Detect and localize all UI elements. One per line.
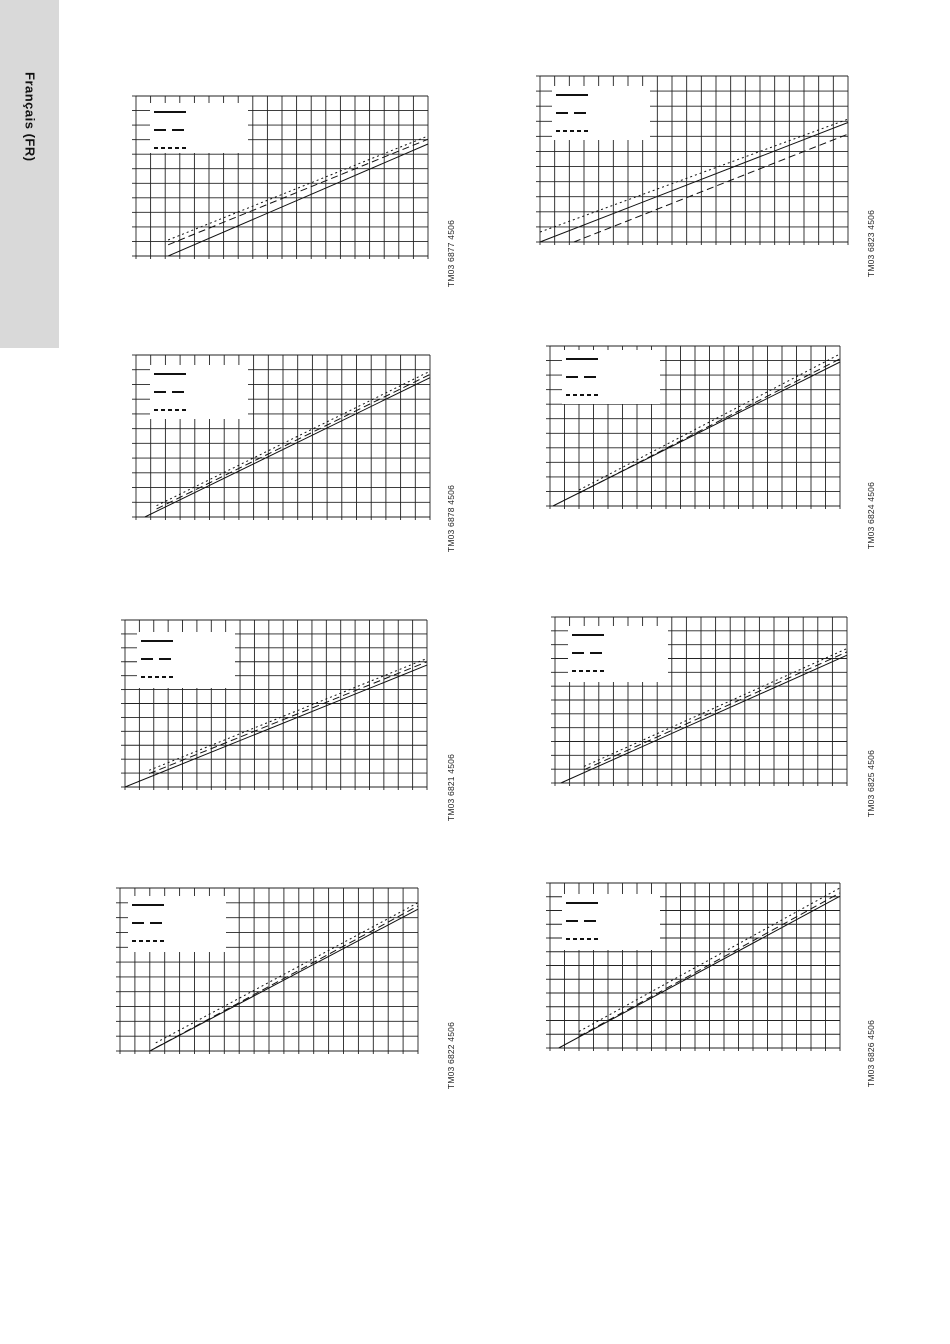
chart-4 — [544, 340, 846, 512]
chart-6 — [549, 611, 853, 789]
series-line-dashed — [574, 134, 848, 242]
chart-legend — [568, 626, 668, 682]
figure-reference-code: TM03 6878 4506 — [446, 485, 456, 553]
series-line-dashed — [168, 139, 428, 245]
side-tab — [0, 0, 59, 348]
figure-reference-code: TM03 6877 4506 — [446, 220, 456, 288]
chart-5 — [119, 614, 433, 793]
chart-3 — [130, 349, 436, 523]
figure-reference-code: TM03 6824 4506 — [866, 482, 876, 550]
chart-2 — [534, 70, 854, 248]
figure-reference-code: TM03 6825 4506 — [866, 750, 876, 818]
chart-legend — [150, 103, 248, 153]
chart-1 — [130, 90, 434, 262]
series-line-solid — [540, 122, 848, 242]
chart-legend — [150, 365, 248, 419]
figure-reference-code: TM03 6826 4506 — [866, 1020, 876, 1088]
chart-legend — [552, 86, 650, 140]
chart-legend — [137, 632, 235, 688]
figure-reference-code: TM03 6823 4506 — [866, 210, 876, 278]
chart-legend — [562, 894, 660, 950]
chart-legend — [128, 896, 226, 952]
legend-box — [150, 103, 248, 153]
chart-legend — [562, 350, 660, 404]
chart-8 — [544, 877, 846, 1054]
side-tab-label: Français (FR) — [22, 72, 38, 162]
figure-reference-code: TM03 6821 4506 — [446, 754, 456, 822]
series-line-solid — [168, 144, 428, 256]
chart-7 — [114, 882, 424, 1057]
figure-reference-code: TM03 6822 4506 — [446, 1022, 456, 1090]
